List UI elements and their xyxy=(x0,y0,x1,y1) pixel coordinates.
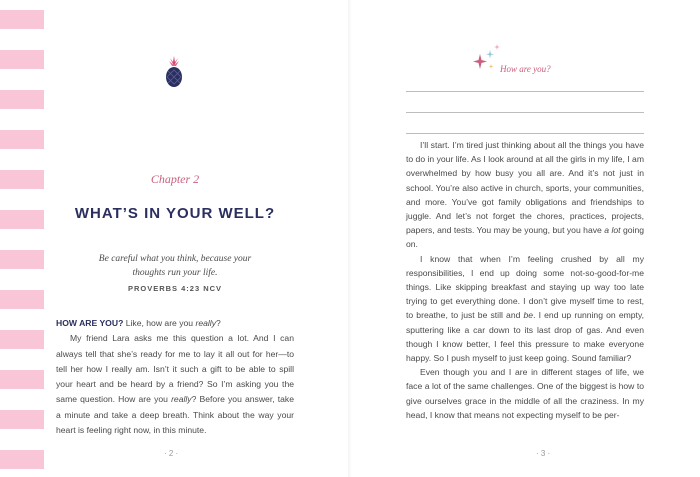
chapter-label: Chapter 2 xyxy=(150,172,200,186)
paragraph: Even though you and I are in different stages of life, we face a lot of the same challenges. One of the biggest is how to give ourselves grace in the middle of all the craziness. In my head, I know that means not expecting myself to be per- xyxy=(406,367,644,420)
stripe xyxy=(0,370,44,389)
page-number: · 2 · xyxy=(164,449,179,458)
epigraph-line: thoughts run your life. xyxy=(132,268,218,278)
text-run: I’ll start. I’m tired just thinking about all the things you have to do in your life. As I look around at all the girls in my life, I am overwhelmed by how busy you all are. And it’s not just in school. You’re also active in church, sports, your communities, and more. You’ve got family obligations and friendships to juggle. And let’s not forget the chores, practices, projects, papers, and tests. You may be young, but you have xyxy=(406,140,644,236)
emphasis: a lot xyxy=(604,225,621,236)
epigraph-line: Be careful what you think, because your xyxy=(98,254,252,264)
emphasis: be xyxy=(523,310,534,321)
text-run: I know that when I’m feeling crushed by all my responsibilities, I end up doing some not-so-good-for-me things. Like skipping breakfast and staying up way too late trying to get everything done. I don’t give myself time to rest, to breathe, to just be still and xyxy=(406,253,644,321)
book-gutter xyxy=(348,0,352,477)
paragraph xyxy=(406,138,644,252)
page-number: · 3 · xyxy=(536,449,551,458)
text-run: going on. xyxy=(406,225,645,250)
lead-in: HOW ARE YOU? xyxy=(56,318,124,328)
stripe xyxy=(0,130,44,149)
pink-stripe-border xyxy=(0,0,44,477)
epigraph-reference: PROVERBS 4:23 NCV xyxy=(127,284,223,293)
writing-line xyxy=(406,133,644,134)
journal-prompt: How are you? xyxy=(500,64,551,74)
paragraph xyxy=(56,316,294,331)
pineapple-icon xyxy=(163,56,185,88)
text-run: ? Before you answer, take a minute and take a deep breath. Think about the way your heart is feeling right now, in this minute. xyxy=(56,394,294,436)
left-body-text xyxy=(56,316,294,438)
text-run: . I end up running on empty, sputtering like a car down to its last drop of gas. And even though I know better, I feel this pressure to make everyone happy. So I push myself to just keep going. Sound familiar? xyxy=(406,310,644,364)
emphasis: really xyxy=(195,318,217,328)
stripe xyxy=(0,10,44,29)
paragraph xyxy=(406,252,644,366)
stripe xyxy=(0,250,44,269)
stripe xyxy=(0,410,44,429)
text-run: ? xyxy=(216,318,221,328)
stripe xyxy=(0,210,44,229)
emphasis: really xyxy=(171,394,192,405)
sparkle-stars-icon xyxy=(472,42,502,74)
stripe xyxy=(0,450,44,469)
stripe xyxy=(0,170,44,189)
text-run: Like, how are you xyxy=(123,318,196,328)
writing-line xyxy=(406,112,644,113)
stripe xyxy=(0,330,44,349)
right-body-text xyxy=(406,138,644,422)
stripe xyxy=(0,50,44,69)
stripe xyxy=(0,290,44,309)
stripe xyxy=(0,90,44,109)
text-run: My friend Lara asks me this question a lot. And I can always tell that she’s ready for me to lay it all out for her—to tell her how I really am. Isn’t it such a gift to be able to spill your heart and be heard by a friend? So I’m asking you the same question. How are you xyxy=(56,333,294,405)
epigraph xyxy=(70,252,280,280)
writing-line xyxy=(406,91,644,92)
chapter-title: WHAT’S IN YOUR WELL? xyxy=(74,205,276,222)
paragraph xyxy=(56,331,294,438)
